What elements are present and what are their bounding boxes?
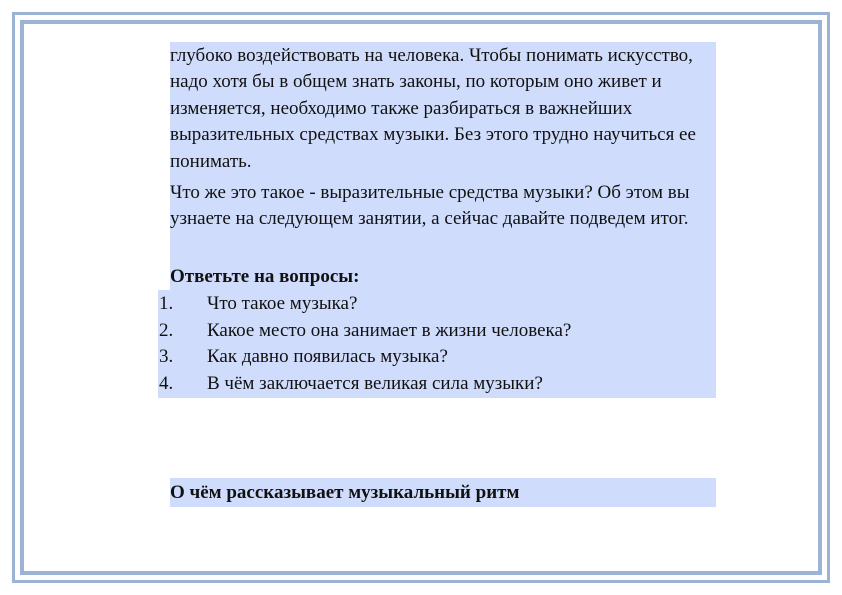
paragraph-1: глубоко воздействовать на человека. Чтобы понимать искусство, надо хотя бы в общем знать законы, по которым оно живет и изменяется, необходимо также разбираться в важнейших выразительных средствах музыки. Без этого трудно научиться ее понимать. bbox=[170, 45, 696, 172]
question-number: 2. bbox=[159, 319, 174, 341]
question-number: 4. bbox=[159, 372, 174, 394]
next-topic-title: О чём рассказывает музыкальный ритм bbox=[170, 482, 520, 503]
question-number: 1. bbox=[159, 293, 174, 314]
question-text: Как давно появилась музыка? bbox=[207, 346, 448, 367]
question-text: Какое место она занимает в жизни человека? bbox=[207, 319, 572, 341]
paragraph-2: Что же это такое - выразительные средства музыки? Об этом вы узнаете на следующем занятии, а сейчас давайте подведем итог. bbox=[170, 182, 690, 230]
question-number: 3. bbox=[159, 346, 174, 367]
question-text: Что такое музыка? bbox=[207, 293, 358, 314]
question-text: В чём заключается великая сила музыки? bbox=[207, 372, 543, 394]
questions-heading: Ответьте на вопросы: bbox=[170, 266, 360, 287]
